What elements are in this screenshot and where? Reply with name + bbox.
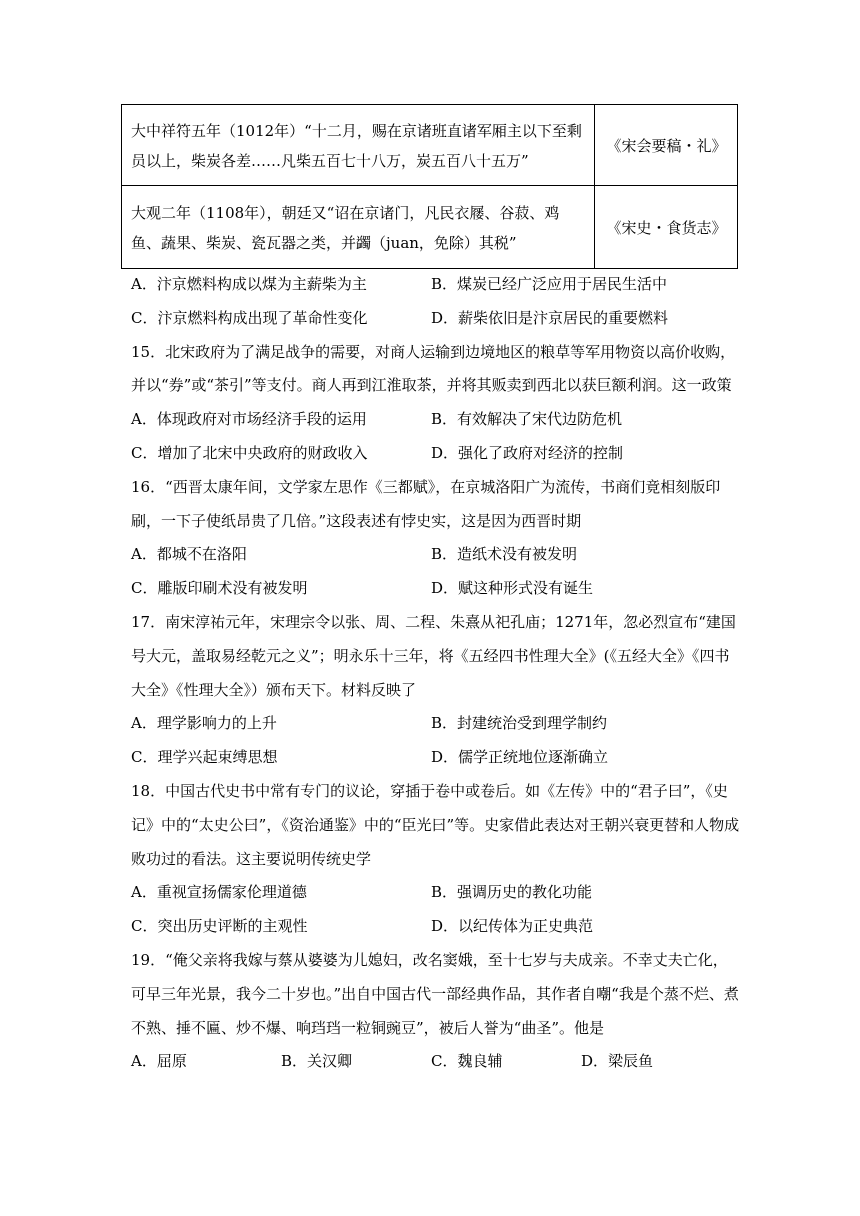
- table-quote-cell: 大观二年（1108年），朝廷又“诏在京诸门，凡民衣屦、谷菽、鸡鱼、蔬果、柴炭、瓷瓦器之类，并蠲（juan，免除）其税”: [122, 186, 595, 269]
- table-source-cell: 《宋史・食货志》: [595, 186, 738, 269]
- source-table: [121, 104, 738, 269]
- option-c: C．突出历史评断的主观性: [131, 917, 308, 936]
- question-stem: 18．中国古代史书中常有专门的议论，穿插于卷中或卷后。如《左传》中的“君子曰”，《史记》中的“太史公曰”，《资治通鉴》中的“臣光曰”等。史家借此表达对王朝兴衰更替和人物成败功过的看法。这主要说明传统史学: [131, 781, 740, 868]
- option-b: B．造纸术没有被发明: [431, 545, 578, 564]
- option-d: D．梁辰鱼: [581, 1052, 654, 1071]
- option-row: [131, 707, 741, 741]
- option-a: A．体现政府对市场经济手段的运用: [131, 410, 367, 429]
- option-b: B．封建统治受到理学制约: [431, 714, 608, 733]
- question-stem: 17．南宋淳祐元年，宋理宗令以张、周、二程、朱熹从祀孔庙；1271年，忽必烈宣布“建国号大元，盖取易经乾元之义”；明永乐十三年，将《五经四书性理大全》(《五经大全》《四书大全》《性理大全》）颁布天下。材料反映了: [131, 612, 736, 699]
- option-c: C．增加了北宋中央政府的财政收入: [131, 443, 368, 462]
- option-b: B．关汉卿: [281, 1052, 353, 1071]
- option-b: B．煤炭已经广泛应用于居民生活中: [431, 275, 668, 293]
- table-row: [122, 105, 738, 186]
- option-row: [131, 876, 741, 910]
- option-b: B．强调历史的教化功能: [431, 883, 593, 902]
- question-stem: 15．北宋政府为了满足战争的需要，对商人运输到边境地区的粮草等军用物资以高价收购，并以“券”或“茶引”等支付。商人再到江淮取茶，并将其贩卖到西北以获巨额利润。这一政策: [131, 342, 736, 395]
- question-16: [131, 471, 741, 606]
- question-17: [131, 606, 741, 775]
- question-18: [131, 775, 741, 944]
- option-a: A．汴京燃料构成以煤为主薪柴为主: [131, 275, 367, 293]
- option-d: D．强化了政府对经济的控制: [431, 443, 624, 462]
- option-row: [131, 268, 741, 302]
- option-b: B．有效解决了宋代边防危机: [431, 410, 623, 429]
- table-quote-cell: 大中祥符五年（1012年）“十二月，赐在京诸班直诸军厢主以下至剩员以上，柴炭各差……凡柴五百七十八万，炭五百八十五万”: [122, 105, 595, 186]
- question-list: [131, 268, 741, 1079]
- option-a: A．理学影响力的上升: [131, 714, 277, 733]
- option-c: C．魏良辅: [431, 1052, 503, 1071]
- question-stem: 16．“西晋太康年间，文学家左思作《三都赋》，在京城洛阳广为流传，书商们竟相刻版印刷，一下子使纸昂贵了几倍。”这段表述有悖史实，这是因为西晋时期: [131, 477, 721, 530]
- option-a: A．都城不在洛阳: [131, 545, 247, 564]
- option-c: C．理学兴起束缚思想: [131, 748, 278, 767]
- question-14-options: [131, 268, 741, 336]
- option-row: [131, 437, 741, 471]
- option-c: C．汴京燃料构成出现了革命性变化: [131, 308, 368, 327]
- question-19: [131, 944, 741, 1079]
- option-d: D．赋这种形式没有诞生: [431, 579, 594, 598]
- option-c: C．雕版印刷术没有被发明: [131, 579, 308, 598]
- option-d: D．以纪传体为正史典范: [431, 917, 594, 936]
- option-row: [131, 403, 741, 437]
- option-d: D．儒学正统地位逐渐确立: [431, 748, 609, 767]
- question-15: [131, 336, 741, 471]
- option-d: D．薪柴依旧是汴京居民的重要燃料: [431, 308, 669, 327]
- option-row: [131, 302, 741, 336]
- option-a: A．屈原: [131, 1052, 187, 1071]
- table-source-cell: 《宋会要稿・礼》: [595, 105, 738, 186]
- option-row: [131, 1045, 741, 1079]
- table-row: [122, 186, 738, 269]
- option-row: [131, 538, 741, 572]
- question-stem: 19．“俺父亲将我嫁与蔡从婆婆为儿媳妇，改名窦娥，至十七岁与夫成亲。不幸丈夫亡化，可早三年光景，我今二十岁也。”出自中国古代一部经典作品，其作者自嘲“我是个蒸不烂、煮不熟、捶不匾、炒不爆、响珰珰一粒铜豌豆”，被后人誉为“曲圣”。他是: [131, 950, 739, 1037]
- option-row: [131, 572, 741, 606]
- option-a: A．重视宣扬儒家伦理道德: [131, 883, 307, 902]
- option-row: [131, 910, 741, 944]
- option-row: [131, 741, 741, 775]
